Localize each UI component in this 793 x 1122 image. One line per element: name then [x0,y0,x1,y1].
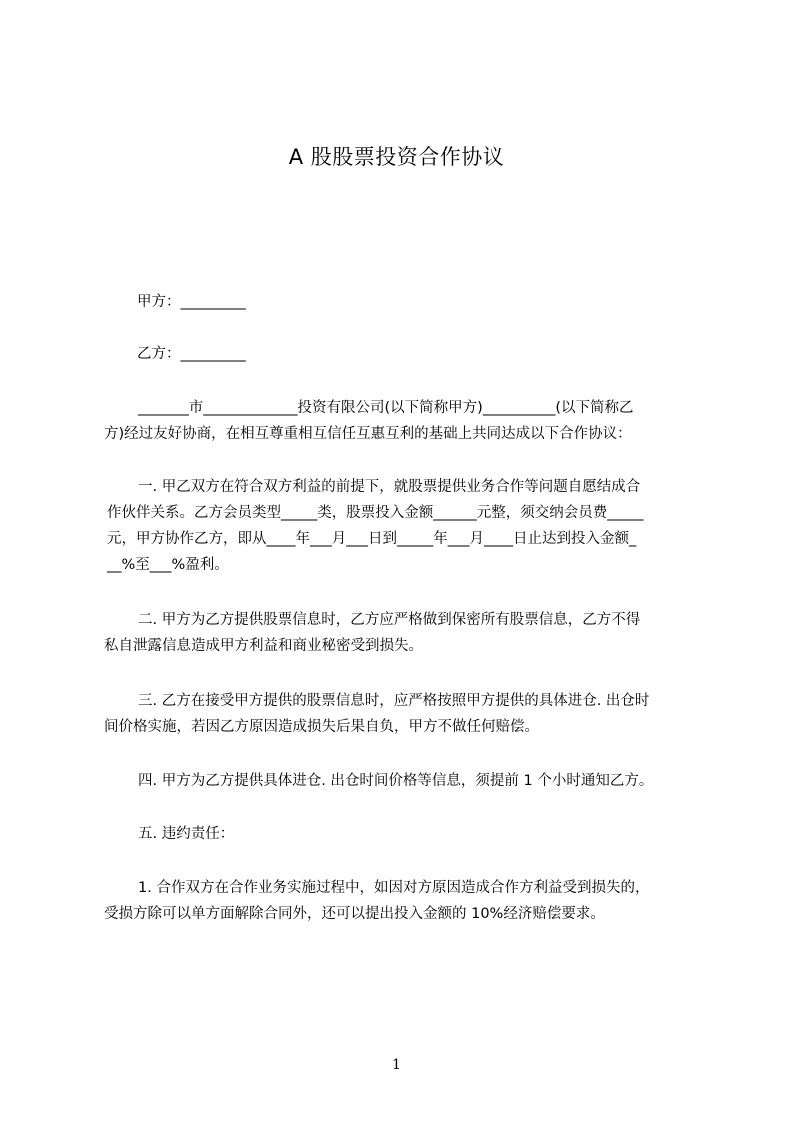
clause3-line-1: 三. 乙方在接受甲方提供的股票信息时，应严格按照甲方提供的具体进仓. 出仓时 [138,693,650,709]
clause1-line-4: __%至___%盈利。 [107,557,229,573]
page-number: 1 [392,1057,401,1073]
clause4-line: 四. 甲方为乙方提供具体进仓. 出仓时间价格等信息，须提前 1 个小时通知乙方。 [138,773,654,789]
document-title: A 股股票投资合作协议 [288,145,505,169]
intro-line-1: _______市_____________投资有限公司(以下简称甲方)__________(以下简称乙 [138,400,634,416]
clause1-line-2: 作伙伴关系。乙方会员类型_____类，股票投入金额______元整，须交纳会员费_____ [107,505,644,521]
intro-line-2: 方)经过友好协商，在相互尊重相互信任互惠互利的基础上共同达成以下合作协议： [104,426,632,442]
clause1-line-3: 元，甲方协作乙方，即从____年___月___日到_____年___月____日止达到投入金额_ [107,531,637,547]
party-a-line: 甲方：_________ [137,294,246,310]
party-b-line: 乙方：_________ [137,346,246,362]
clause5-1-line-1: 1. 合作双方在合作业务实施过程中，如因对方原因造成合作方利益受到损失的， [138,880,650,896]
clause1-line-1: 一. 甲乙双方在符合双方利益的前提下，就股票提供业务合作等问题自愿结成合 [138,479,641,495]
clause5-heading: 五. 违约责任： [138,826,235,842]
clause3-line-2: 间价格实施，若因乙方原因造成损失后果自负，甲方不做任何赔偿。 [104,719,539,735]
clause2-line-2: 私自泄露信息造成甲方利益和商业秘密受到损失。 [104,638,423,654]
clause2-line-1: 二. 甲方为乙方提供股票信息时，乙方应严格做到保密所有股票信息，乙方不得 [138,612,641,628]
clause5-1-line-2: 受损方除可以单方面解除合同外，还可以提出投入金额的 10%经济赔偿要求。 [104,906,605,922]
